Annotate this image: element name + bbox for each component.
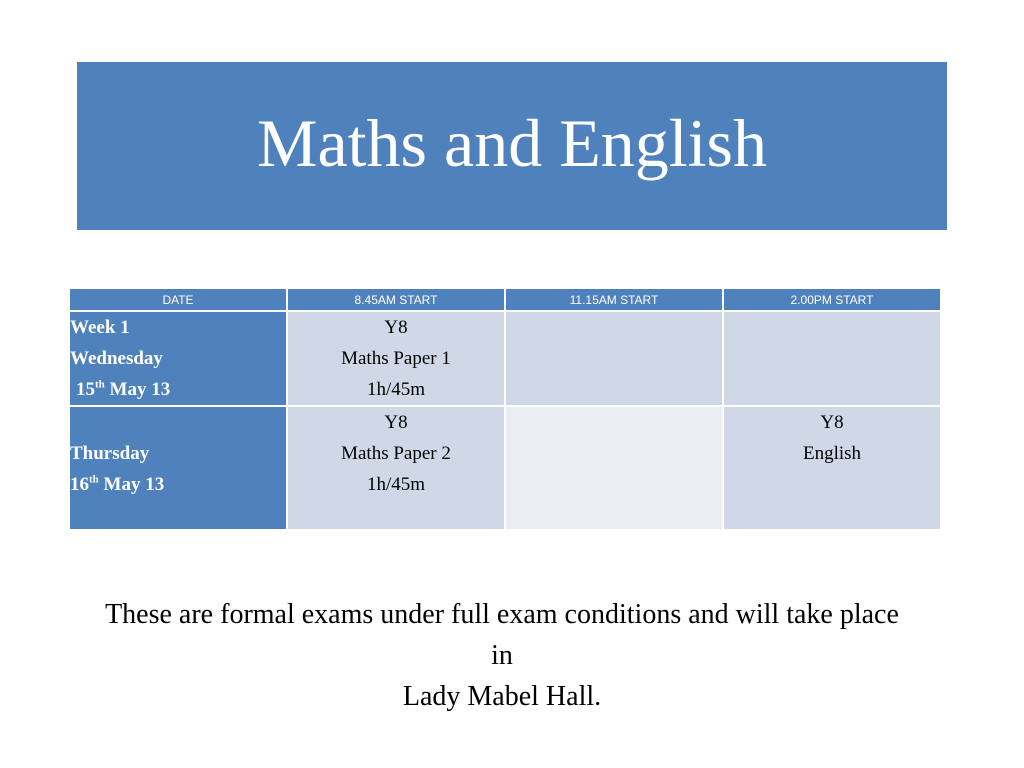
notice-line-2: in (491, 640, 513, 671)
date-month-year: May 13 (104, 379, 171, 400)
date-day-number: 16 (70, 474, 89, 495)
exam-duration: 1h/45m (366, 474, 426, 495)
exam-year-group: Y8 (384, 412, 408, 433)
date-weekday: Thursday (70, 443, 150, 464)
header-1115-start: 11.15AM START (505, 288, 723, 311)
date-day-suffix: th (89, 473, 99, 486)
title-banner (77, 62, 947, 230)
table-row (69, 406, 941, 530)
date-day (70, 469, 286, 500)
exam-notice (0, 594, 1004, 717)
notice-line-1: These are formal exams under full exam conditions and will take place (105, 599, 899, 630)
date-weekday: Wednesday (70, 348, 163, 369)
date-cell (69, 406, 287, 530)
header-date: DATE (69, 288, 287, 311)
exam-paper: Maths Paper 1 (341, 348, 451, 369)
date-day-number: 15 (76, 379, 95, 400)
exam-year-group: Y8 (820, 412, 844, 433)
table-row (69, 311, 941, 406)
exam-year-group: Y8 (384, 317, 408, 338)
header-200-start: 2.00PM START (723, 288, 941, 311)
slot-1115-cell (505, 311, 723, 406)
slot-845-cell (287, 311, 505, 406)
notice-line-3: Lady Mabel Hall. (402, 681, 602, 712)
date-cell (69, 311, 287, 406)
exam-paper: Maths Paper 2 (341, 443, 451, 464)
slot-845-cell (287, 406, 505, 530)
table-header-row (69, 288, 941, 311)
date-week: Week 1 (70, 317, 130, 338)
date-day-suffix: th (95, 378, 105, 391)
exam-subject: English (802, 443, 862, 464)
date-month-year: May 13 (98, 474, 165, 495)
header-845-start: 8.45AM START (287, 288, 505, 311)
slot-1115-cell (505, 406, 723, 530)
slot-200-cell (723, 406, 941, 530)
slide-title: Maths and English (257, 105, 767, 181)
exam-schedule-table (68, 287, 942, 531)
slot-200-cell (723, 311, 941, 406)
date-spacer (70, 407, 286, 438)
date-day (70, 374, 286, 405)
exam-duration: 1h/45m (366, 379, 426, 400)
